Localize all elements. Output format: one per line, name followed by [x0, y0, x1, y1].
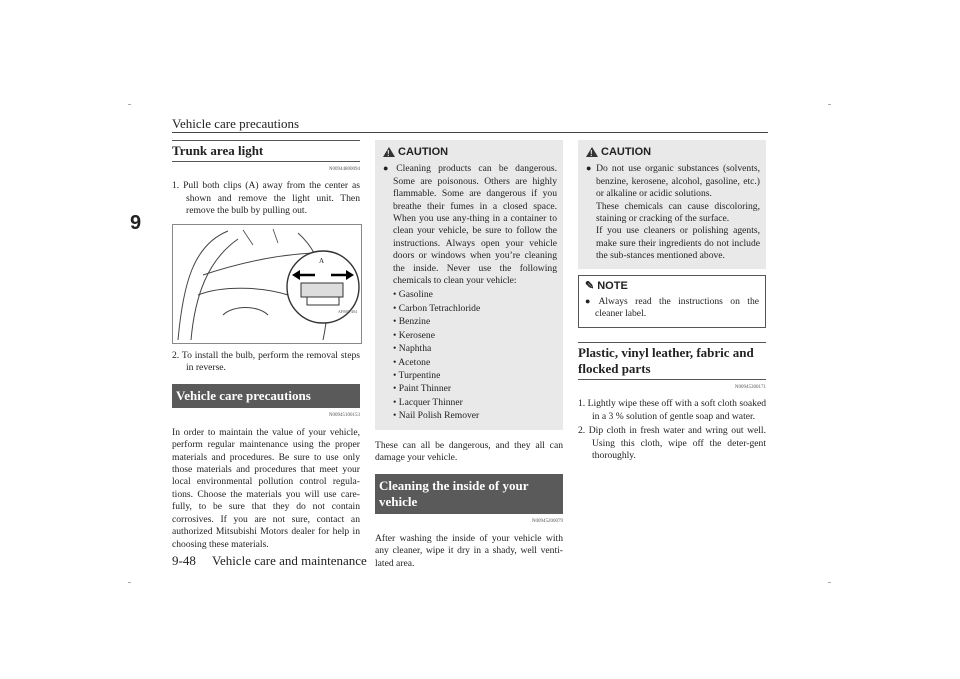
- caution-box: [578, 140, 766, 269]
- bullet-diamond-icon: ●: [585, 296, 596, 307]
- crop-mark: [128, 104, 131, 105]
- warning-triangle-icon: [586, 147, 598, 157]
- crop-mark: [828, 104, 831, 105]
- list-item: • Nail Polish Remover: [393, 410, 480, 422]
- note-title: [585, 280, 759, 292]
- caution-text: Cleaning products can be dangerous. Some are poisonous. Others are highly flammable. Some are dangerous if you breathe their fumes in a closed space. When you use any-thing in a container to clean your vehicle, be sure to follow the instructions. Always open your vehicle doors or windows when you’re cleaning the inside. Never use the following chemicals to clean your vehicle:: [393, 163, 558, 287]
- after-caution-text: These can all be dangerous, and they all can damage your vehicle.: [375, 439, 563, 463]
- list-item: • Acetone: [393, 356, 431, 368]
- step-2: 2. Dip cloth in fresh water and wring out well. Using this cloth, wipe off the deter-gent thoroughly.: [578, 425, 766, 461]
- column-left: [172, 140, 360, 555]
- caution-label: CAUTION: [398, 146, 449, 158]
- caution-title: [586, 146, 760, 158]
- caution-box: [375, 140, 563, 430]
- cleaning-inside-body: After washing the inside of your vehicle with any cleaner, wipe it dry in a shady, well venti-lated area.: [375, 532, 563, 569]
- note-text: Always read the instructions on the cleaner label.: [595, 296, 760, 320]
- trunk-light-figure: [172, 224, 362, 344]
- note-label: NOTE: [597, 279, 628, 292]
- chapter-number-tab: 9: [130, 212, 142, 234]
- step-1: 1. Lightly wipe these off with a soft cloth soaked in a 3 % solution of gentle soap and water.: [578, 398, 766, 422]
- section-code: N00945100153: [328, 413, 360, 419]
- column-middle: [375, 140, 563, 574]
- section-code: N00944800094: [328, 167, 360, 172]
- crop-mark: [128, 582, 131, 583]
- pencil-icon: ✎: [585, 279, 595, 292]
- figure-code: AF0007404: [337, 309, 357, 315]
- column-right: [578, 140, 766, 464]
- section-code: N00945300171: [734, 384, 766, 390]
- chemicals-list: [383, 289, 557, 422]
- trunk-light-illustration: [173, 225, 361, 343]
- section-heading-cleaning-inside: Cleaning the inside of your vehicle: [375, 474, 563, 514]
- running-header-title: Vehicle care precautions: [172, 116, 300, 131]
- list-item: • Naphtha: [393, 343, 432, 355]
- list-item: • Paint Thinner: [393, 383, 452, 395]
- list-item: • Lacquer Thinner: [393, 396, 463, 408]
- section-heading-trunk-light: Trunk area light: [172, 140, 360, 162]
- caution-paragraph-2: These chemicals can cause discoloring, staining or cracking of the surface.: [596, 200, 760, 225]
- list-item: • Gasoline: [393, 289, 433, 301]
- list-item: • Turpentine: [393, 369, 441, 381]
- section-code: N00945200079: [531, 519, 563, 525]
- caution-title: [383, 146, 557, 158]
- note-box: [578, 275, 766, 328]
- figure-label-a: A: [319, 256, 325, 265]
- list-item: • Carbon Tetrachloride: [393, 302, 481, 314]
- section-heading-vehicle-care: Vehicle care precautions: [172, 384, 360, 408]
- step-1: 1. Pull both clips (A) away from the center as shown and remove the light unit. Then remove the bulb by pulling out.: [172, 180, 360, 217]
- caution-paragraph-3: If you use cleaners or polishing agents, make sure their ingredients do not include the sub-stances mentioned above.: [596, 225, 760, 262]
- note-paragraph: [585, 295, 759, 321]
- crop-mark: [828, 582, 831, 583]
- footer-section-title: Vehicle care and maintenance: [212, 553, 367, 568]
- list-item: • Kerosene: [393, 329, 435, 341]
- section-heading-plastic-parts: Plastic, vinyl leather, fabric and flocked parts: [578, 342, 766, 380]
- caution-paragraph: [586, 162, 760, 200]
- caution-text: Do not use organic substances (solvents, benzine, kerosene, alcohol, gasoline, etc.) or alkaline or acidic solutions.: [596, 163, 760, 200]
- step-2: 2. To install the bulb, perform the removal steps in reverse.: [172, 349, 360, 374]
- bullet-diamond-icon: ●: [383, 163, 394, 174]
- bullet-diamond-icon: ●: [586, 163, 594, 174]
- vehicle-care-body: In order to maintain the value of your vehicle, perform regular maintenance using the proper materials and procedures. Be sure to use only those materials and procedures that meet your local environmental pollution control regula-tions. Choose the materials you will use care-fully, to be sure that they do not contain corrosives. If you are not sure, contact an authorized Mitsubishi Motors dealer for help in choosing these materials.: [172, 426, 360, 550]
- caution-paragraph: [383, 162, 557, 287]
- page-number: 9-48: [172, 553, 196, 568]
- list-item: • Benzine: [393, 316, 431, 328]
- warning-triangle-icon: [383, 147, 395, 157]
- caution-label: CAUTION: [601, 146, 652, 158]
- header-rule: [172, 132, 768, 133]
